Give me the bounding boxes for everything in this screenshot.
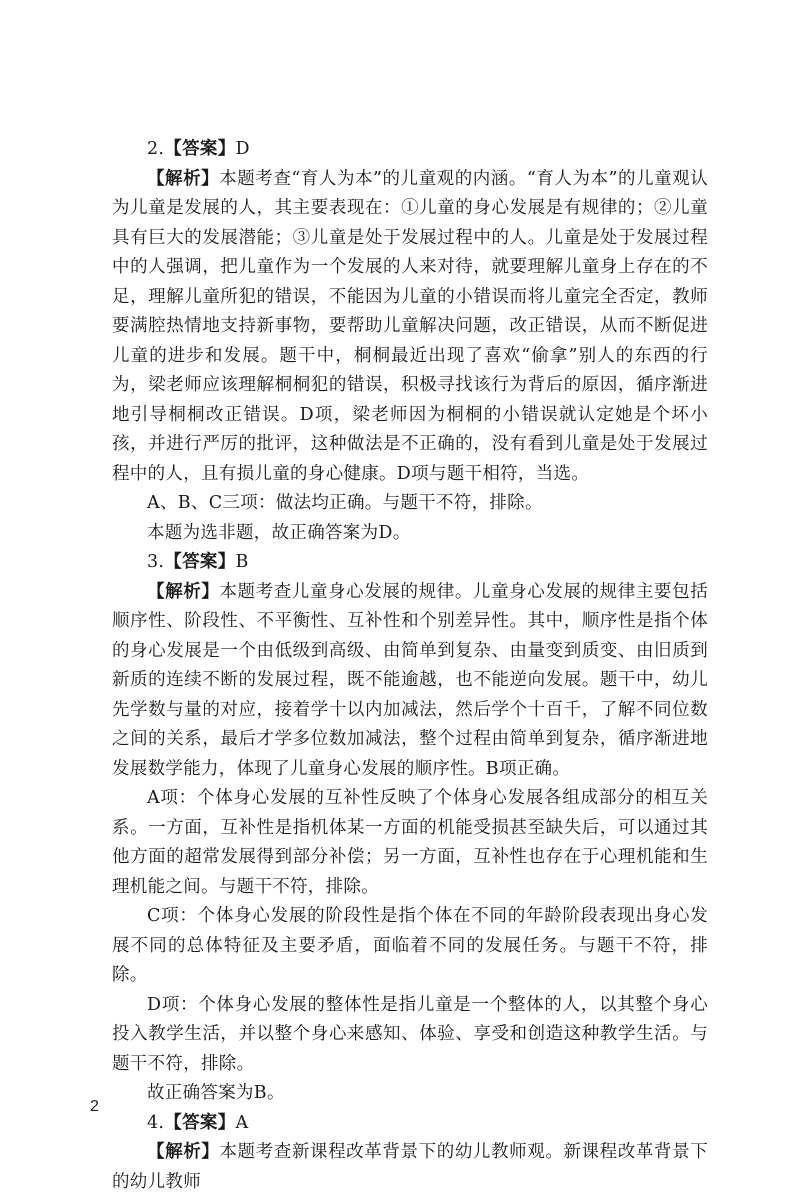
q4-number: 4. [147, 1112, 165, 1133]
q3-answer: B [235, 552, 249, 572]
answer-explanations [112, 135, 708, 1197]
page-number: 2 [90, 1098, 99, 1115]
q2-number: 2. [147, 139, 165, 159]
q3-option-a: A项：个体身心发展的互补性反映了个体身心发展各组成部分的相互关系。一方面，互补性是指机体某一方面的机能受损甚至缺失后，可以通过其他方面的超常发展得到部分补偿；另一方面，互补性也存在于心理机能和生理机能之间。与题干不符，排除。 [112, 788, 708, 897]
q3-option-c: C项：个体身心发展的阶段性是指个体在不同的年龄阶段表现出身心发展不同的总体特征及主要矛盾，面临着不同的发展任务。与题干不符，排除。 [112, 906, 708, 985]
q3-analysis-tag: 【解析】 [147, 581, 220, 602]
q2-analysis-text: 本题考查“育人为本”的儿童观的内涵。“育人为本”的儿童观认为儿童是发展的人，其主要表现在：①儿童的身心发展是有规律的；②儿童具有巨大的发展潜能；③儿童是处于发展过程中的人。儿童是处于发展过程中的人强调，把儿童作为一个发展的人来对待，就要理解儿童身上存在的不足，理解儿童所犯的错误，不能因为儿童的小错误而将儿童完全否定，教师要满腔热情地支持新事物，要帮助儿童解决问题，改正错误，从而不断促进儿童的进步和发展。题干中，桐桐最近出现了喜欢“偷拿”别人的东西的行为，梁老师应该理解桐桐犯的错误，积极寻找该行为背后的原因，循序渐进地引导桐桐改正错误。D项，梁老师因为桐桐的小错误就认定她是个坏小孩，并进行严厉的批评，这种做法是不正确的，没有看到儿童是处于发展过程中的人，且有损儿童的身心健康。D项与题干相符，当选。 [112, 168, 709, 484]
q3-analysis [112, 578, 708, 785]
q4-analysis [112, 1138, 708, 1197]
q4-answer-line [112, 1109, 708, 1139]
q4-answer-tag: 【答案】 [164, 1112, 236, 1133]
q4-analysis-tag: 【解析】 [147, 1142, 220, 1162]
q3-option-d: D项：个体身心发展的整体性是指儿童是一个整体的人，以其整个身心投入教学生活，并以整个身心来感知、体验、享受和创造这种教学生活。与题干不符，排除。 [112, 994, 708, 1074]
q2-answer-line [112, 135, 708, 165]
q3-answer-tag: 【答案】 [164, 552, 236, 572]
q3-analysis-text: 本题考查儿童身心发展的规律。儿童身心发展的规律主要包括顺序性、阶段性、不平衡性、互补性和个别差异性。其中，顺序性是指个体的身心发展是一个由低级到高级、由简单到复杂、由量变到质变、由旧质到新质的连续不断的发展过程，既不能逾越，也不能逆向发展。题干中，幼儿先学数与量的对应，接着学十以内加减法，然后学个十百千，了解不同位数之间的关系，最后才学多位数加减法，整个过程由简单到复杂，循序渐进地发展数学能力，体现了儿童身心发展的顺序性。B项正确。 [112, 581, 708, 779]
q2-answer: D [235, 139, 250, 159]
q2-conclusion: 本题为选非题，故正确答案为D。 [147, 522, 411, 543]
q2-options-note: A、B、C三项：做法均正确。与题干不符，排除。 [147, 493, 543, 513]
q2-analysis-tag: 【解析】 [147, 168, 220, 189]
q3-answer-line [112, 548, 708, 578]
q2-analysis [112, 165, 708, 490]
q2-answer-tag: 【答案】 [164, 139, 236, 159]
q4-analysis-text: 本题考查新课程改革背景下的幼儿教师观。新课程改革背景下的幼儿教师 [112, 1142, 708, 1192]
q3-conclusion: 故正确答案为B。 [147, 1083, 285, 1103]
q3-number: 3. [147, 552, 165, 572]
q4-answer: A [235, 1112, 249, 1133]
